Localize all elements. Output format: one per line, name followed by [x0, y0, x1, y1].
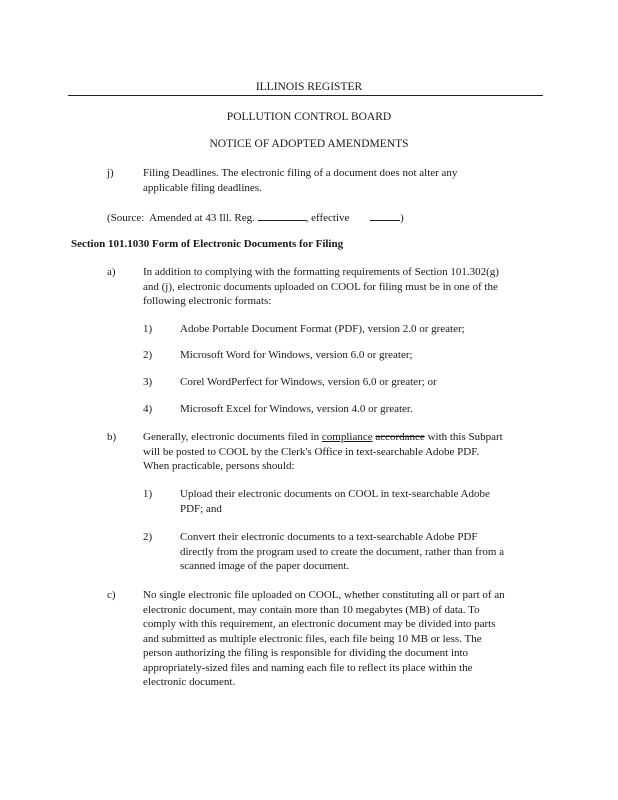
item-c-line: electronic document. — [143, 676, 236, 688]
source-suffix: ) — [400, 212, 404, 224]
item-b-label: b) — [107, 431, 117, 443]
item-a-label: a) — [107, 266, 116, 278]
register-page-blank — [258, 209, 306, 221]
source-prefix: (Source: Amended at 43 Ill. Reg. — [107, 212, 258, 224]
item-c-line: person authorizing the filing is responsible for dividing the document into — [143, 647, 469, 659]
item-b-text — [143, 430, 503, 474]
item-c-label: c) — [107, 589, 116, 601]
sub-line: scanned image of the paper document. — [180, 560, 350, 572]
item-b-sub-1-num: 1) — [143, 488, 153, 500]
item-c-line: comply with this requirement, an electronic document may be divided into parts — [143, 618, 496, 630]
deleted-text: accordance — [375, 431, 425, 443]
notice-title: NOTICE OF ADOPTED AMENDMENTS — [209, 138, 409, 150]
effective-date-blank — [370, 209, 400, 221]
item-j-line: applicable filing deadlines. — [143, 181, 262, 194]
format-1-num: 1) — [143, 323, 153, 335]
item-b-sub-2-text — [180, 530, 504, 574]
sub-line: directly from the program used to create the document, rather than from a — [180, 545, 505, 558]
item-c-line: appropriately-sized files and naming each file to reflect its place within the — [143, 661, 473, 674]
format-4-num: 4) — [143, 403, 153, 415]
item-j-text — [143, 166, 457, 195]
header-rule — [68, 95, 543, 96]
item-b-line: When practicable, persons should: — [143, 460, 295, 472]
item-c-text — [143, 588, 505, 690]
source-middle: , effective — [305, 212, 353, 224]
format-4-text: Microsoft Excel for Windows, version 4.0 or greater. — [180, 403, 413, 415]
format-2-num: 2) — [143, 349, 153, 361]
item-b-sub-2-num: 2) — [143, 531, 153, 543]
sub-line: Upload their electronic documents on COOL in text-searchable Adobe — [180, 488, 490, 500]
item-a-line: and (j), electronic documents uploaded on COOL for filing must be in one of the — [143, 280, 498, 293]
item-b-line1-post: with this Subpart — [424, 431, 503, 443]
sub-line: PDF; and — [180, 502, 222, 515]
item-a-text — [143, 265, 499, 309]
item-a-line: following electronic formats: — [143, 295, 272, 307]
format-2-text: Microsoft Word for Windows, version 6.0 or greater; — [180, 349, 413, 361]
item-c-line: and submitted as multiple electronic files, each file being 10 MB or less. The — [143, 632, 482, 645]
item-j-line: Filing Deadlines. The electronic filing of a document does not alter any — [143, 167, 458, 179]
board-title: POLLUTION CONTROL BOARD — [226, 111, 392, 123]
item-c-line: No single electronic file uploaded on COOL, whether constituting all or part of an — [143, 589, 505, 601]
item-c-line: electronic document, may contain more than 10 megabytes (MB) of data. To — [143, 603, 480, 616]
sub-line: Convert their electronic documents to a text-searchable Adobe PDF — [180, 531, 478, 543]
format-1-text: Adobe Portable Document Format (PDF), version 2.0 or greater; — [180, 323, 465, 335]
item-b-line1-pre: Generally, electronic documents filed in — [143, 431, 322, 443]
format-3-num: 3) — [143, 376, 153, 388]
item-b-sub-1-text — [180, 487, 490, 516]
section-heading: Section 101.1030 Form of Electronic Documents for Filing — [71, 238, 344, 250]
inserted-text: compliance — [321, 431, 373, 443]
item-j-label: j) — [107, 167, 114, 179]
item-a-line: In addition to complying with the formatting requirements of Section 101.302(g) — [143, 266, 499, 278]
register-title: ILLINOIS REGISTER — [255, 81, 363, 93]
source-line — [107, 209, 404, 226]
format-3-text: Corel WordPerfect for Windows, version 6.0 or greater; or — [180, 376, 437, 388]
item-b-line — [143, 430, 503, 445]
item-b-line: will be posted to COOL by the Clerk's Office in text-searchable Adobe PDF. — [143, 445, 480, 458]
